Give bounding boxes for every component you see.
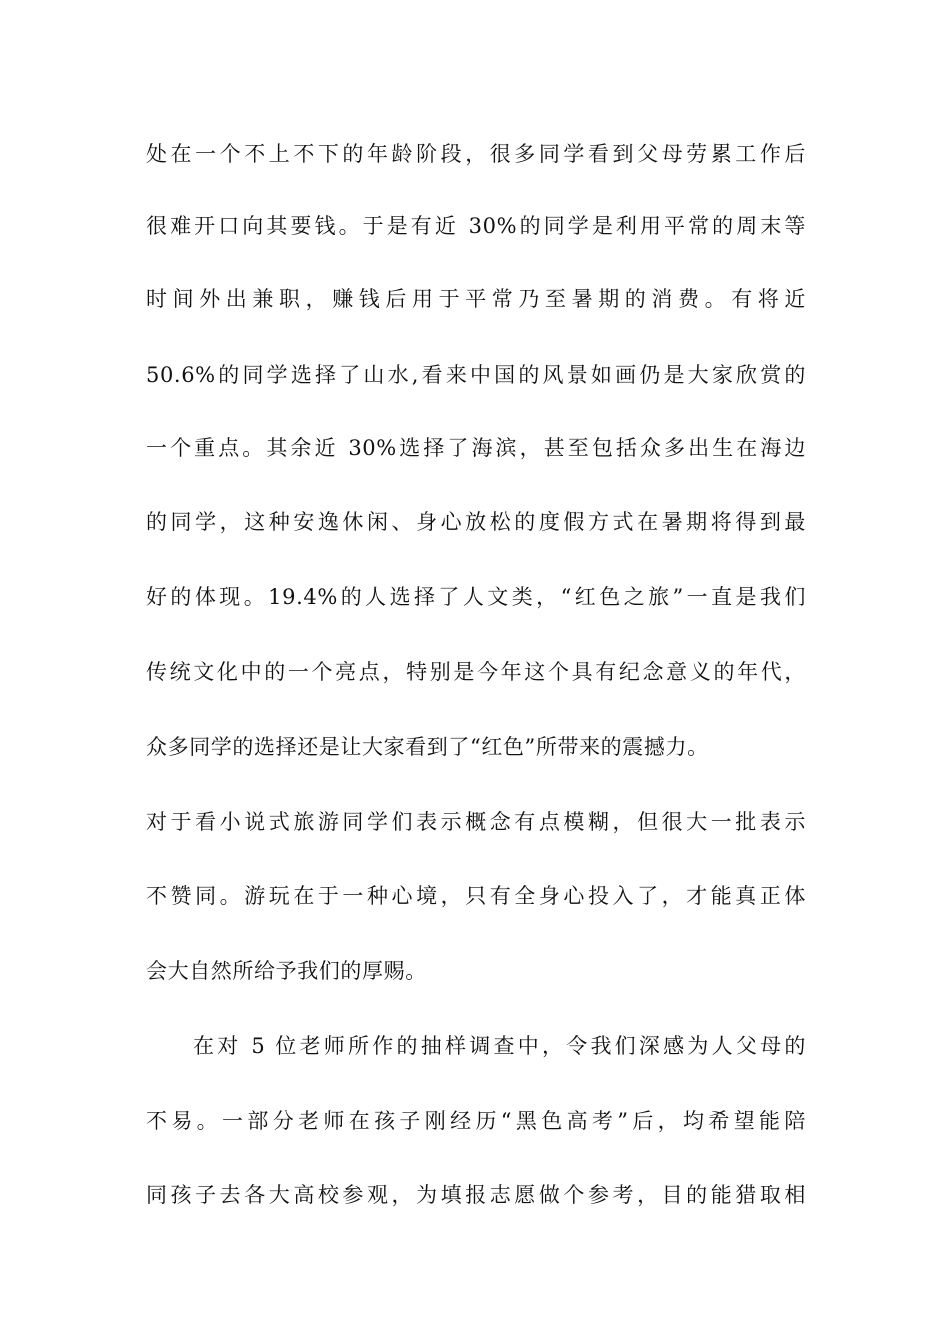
paragraph-line: 对于看小说式旅游同学们表示概念有点模糊，但很大一批表示 bbox=[146, 810, 806, 834]
paragraph-line: 不易。一部分老师在孩子刚经历“黑色高考”后，均希望能陪 bbox=[146, 1109, 806, 1133]
paragraph-line: 50.6%的同学选择了山水,看来中国的风景如画仍是大家欣赏的 bbox=[146, 363, 806, 387]
paragraph-line: 众多同学的选择还是让大家看到了“红色”所带来的震撼力。 bbox=[146, 735, 709, 759]
paragraph-line: 一个重点。其余近 30%选择了海滨，甚至包括众多出生在海边 bbox=[146, 436, 806, 460]
paragraph-line: 同孩子去各大高校参观，为填报志愿做个参考，目的能猎取相 bbox=[146, 1183, 806, 1207]
paragraph-line: 时间外出兼职，赚钱后用于平常乃至暑期的消费。有将近 bbox=[146, 287, 806, 311]
paragraph-line: 会大自然所给予我们的厚赐。 bbox=[146, 959, 427, 983]
paragraph-line: 很难开口向其要钱。于是有近 30%的同学是利用平常的周末等 bbox=[146, 214, 806, 238]
paragraph-line: 好的体现。19.4%的人选择了人文类，“红色之旅”一直是我们 bbox=[146, 585, 806, 609]
paragraph-line: 传统文化中的一个亮点，特别是今年这个具有纪念意义的年代， bbox=[146, 660, 806, 684]
paragraph-line: 处在一个不上不下的年龄阶段，很多同学看到父母劳累工作后 bbox=[146, 142, 806, 166]
paragraph-line: 的同学，这种安逸休闲、身心放松的度假方式在暑期将得到最 bbox=[146, 510, 806, 534]
paragraph-line: 不赞同。游玩在于一种心境，只有全身心投入了，才能真正体 bbox=[146, 884, 806, 908]
paragraph-first-line: 在对 5 位老师所作的抽样调查中，令我们深感为人父母的 bbox=[193, 1034, 806, 1058]
